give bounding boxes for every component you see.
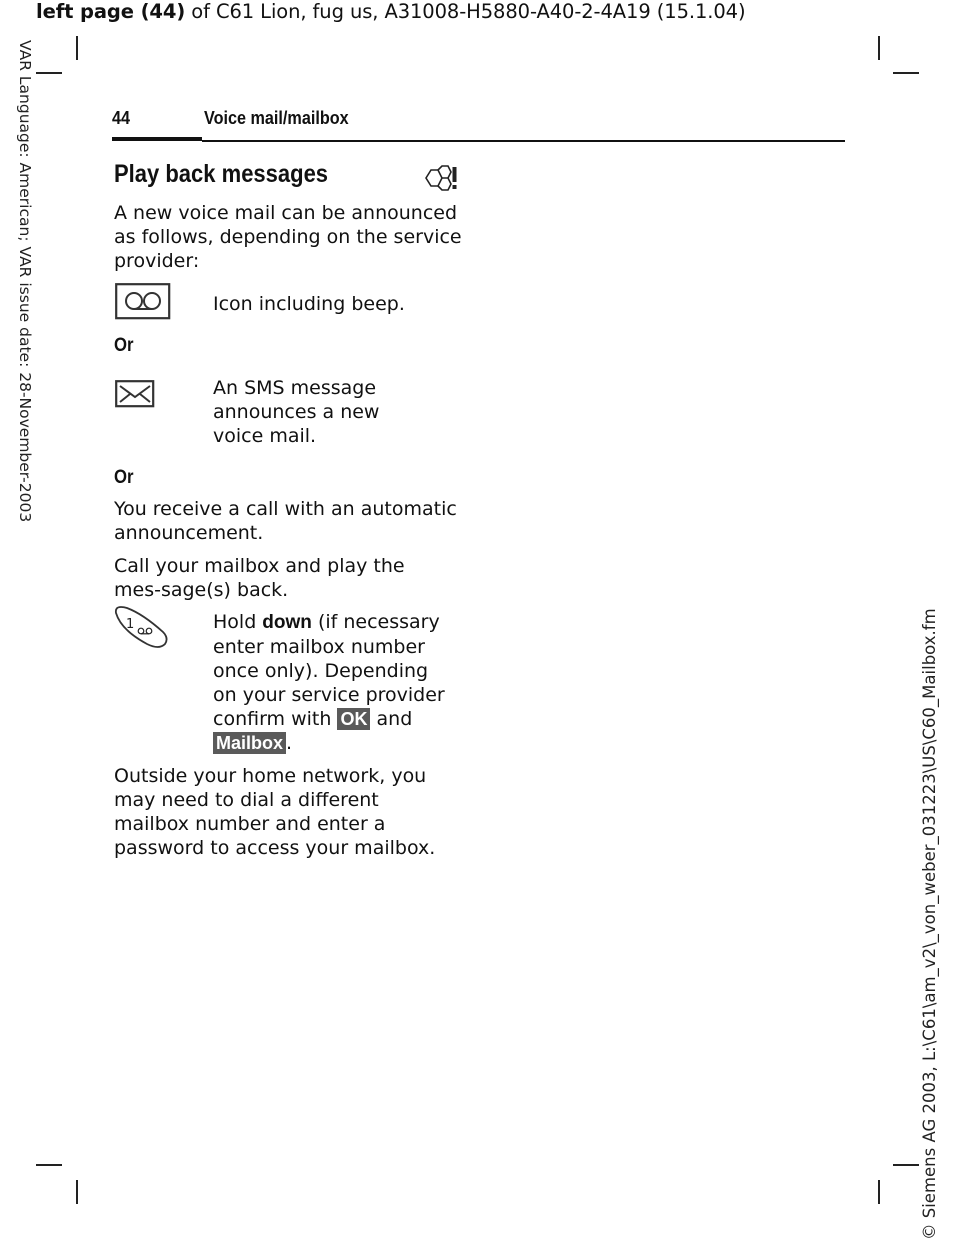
key-digit: 1 [126, 617, 135, 632]
or-label: Or [114, 335, 134, 356]
header-rule-thick [112, 137, 202, 141]
side-file-path: © Siemens AG 2003, L:\C61\am_v2\_von_weber_031223\US\C60_Mailbox.fm [920, 608, 939, 1240]
crop-mark [36, 72, 62, 74]
page-ref: left page (44) [36, 0, 186, 23]
voicemail-icon [115, 283, 171, 324]
hold-key-instruction [213, 610, 453, 755]
instruction-text: and [370, 708, 413, 730]
sms-description: An SMS message announces a new voice mail. [213, 377, 380, 447]
voicemail-icon-description: Icon including beep. [213, 293, 405, 315]
crop-mark [76, 36, 78, 60]
side-language-note: VAR Language: American; VAR issue date: 28-November-2003 [16, 40, 34, 523]
outside-network-paragraph: Outside your home network, you may need to dial a different mailbox number and enter a password to access your mailbox. [114, 765, 436, 859]
instruction-text: . [286, 732, 293, 754]
down-label: down [262, 612, 312, 633]
document-header-line [36, 0, 746, 23]
mailbox-softkey: Mailbox [213, 732, 286, 754]
page-heading: Play back messages [114, 160, 329, 188]
crop-mark [36, 1164, 62, 1166]
mailbox-paragraph: Call your mailbox and play the mes-sage(s) back. [114, 555, 405, 601]
crop-mark [878, 1180, 880, 1204]
intro-paragraph: A new voice mail can be announced as follows, depending on the service provider: [114, 202, 462, 272]
document-ref: of C61 Lion, fug us, A31008-H5880-A40-2-4A19 (15.1.04) [185, 0, 746, 23]
envelope-icon [115, 380, 155, 412]
or-label: Or [114, 467, 134, 488]
instruction-text: Hold [213, 611, 263, 633]
network-service-warning-icon [424, 164, 458, 196]
ok-softkey: OK [337, 708, 370, 730]
crop-mark [893, 1164, 919, 1166]
crop-mark [76, 1180, 78, 1204]
key-1-voicemail-icon [113, 604, 169, 654]
header-rule-thin [202, 140, 845, 142]
section-title: Voice mail/mailbox [204, 108, 349, 128]
page-number: 44 [112, 108, 131, 128]
instruction-text: (if necessary enter mailbox number once only). Depending on your service provider confirm with [213, 611, 445, 730]
call-paragraph: You receive a call with an automatic announcement. [114, 498, 457, 544]
crop-mark [878, 36, 880, 60]
crop-mark [893, 72, 919, 74]
